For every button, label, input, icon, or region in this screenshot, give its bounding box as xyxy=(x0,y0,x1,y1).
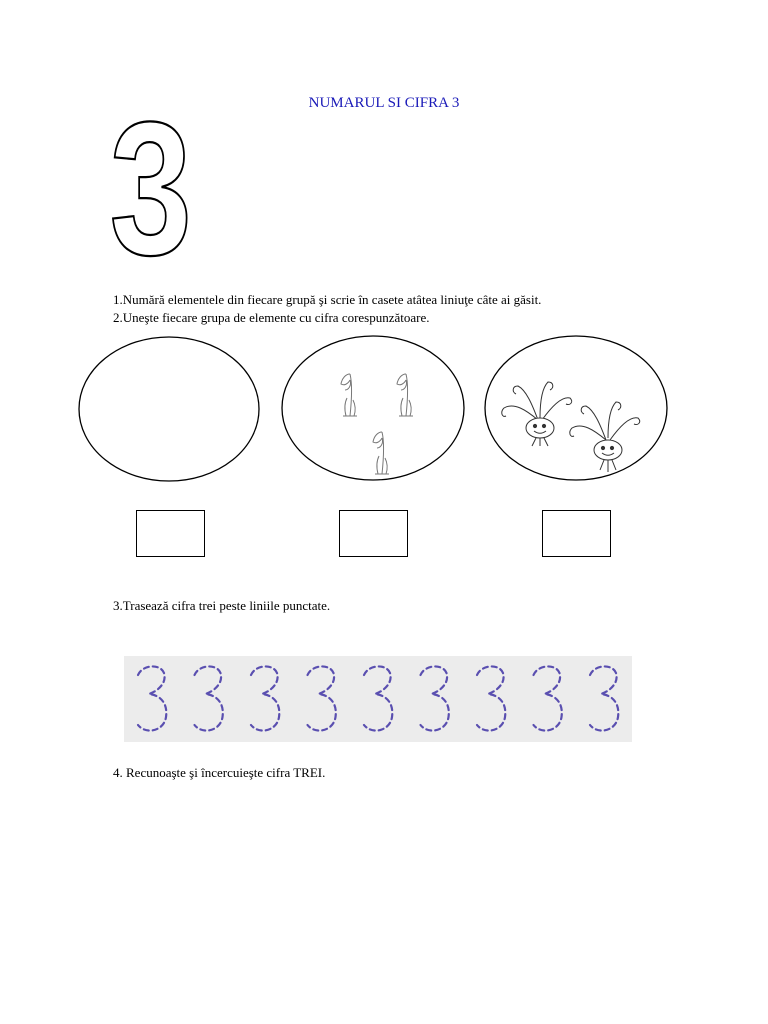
tracing-digit-three[interactable] xyxy=(138,666,166,730)
tracing-digit-three[interactable] xyxy=(195,666,223,730)
tracing-digit-three[interactable] xyxy=(477,666,505,730)
tracing-digit-three[interactable] xyxy=(421,666,449,730)
instruction-trace: 3.Trasează cifra trei peste liniile punctate. xyxy=(113,598,331,613)
tracing-digit-three[interactable] xyxy=(251,666,279,730)
tracing-digits xyxy=(124,656,632,742)
tracing-digit-three[interactable] xyxy=(308,666,336,730)
groups-area xyxy=(0,0,768,500)
instruction-recognize: 4. Recunoaşte şi încercuieşte cifra TREI. xyxy=(113,765,326,780)
tracing-digit-three[interactable] xyxy=(364,666,392,730)
group-oval-radishes[interactable] xyxy=(485,336,667,480)
answer-box-group-3[interactable] xyxy=(542,510,611,557)
tracing-strip xyxy=(124,656,632,742)
answer-box-group-1[interactable] xyxy=(136,510,205,557)
instruction-count: 1.Numără elementele din fiecare grupă şi scrie în casete atâtea liniuţe câte ai găsit. xyxy=(113,292,542,307)
group-oval-empty[interactable] xyxy=(79,337,259,481)
tracing-digit-three[interactable] xyxy=(534,666,562,730)
page-title: NUMARUL SI CIFRA 3 xyxy=(308,95,460,111)
tracing-digit-three[interactable] xyxy=(590,666,618,730)
answer-box-group-2[interactable] xyxy=(339,510,408,557)
group-oval-snowdrops[interactable] xyxy=(282,336,464,480)
instruction-connect: 2.Uneşte fiecare grupa de elemente cu cifra corespunzătoare. xyxy=(113,310,430,325)
big-numeral-text: 3 xyxy=(109,108,192,263)
